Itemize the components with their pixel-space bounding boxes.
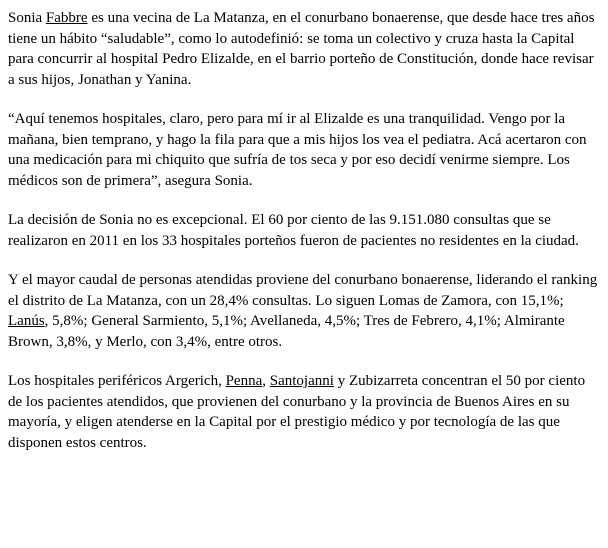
paragraph [8,371,598,453]
text-run: Los hospitales periféricos Argerich, [8,373,226,389]
paragraph [8,109,598,191]
underlined-term: Penna [225,373,263,389]
text-run: , [262,373,270,389]
underlined-term: Fabbre [45,10,88,26]
text-run: , 5,8%; General Sarmiento, 5,1%; Avellaneda, 4,5%; Tres de Febrero, 4,1%; Almirante Brown, 3,8%, y Merlo, con 3,4%, entre otros. [8,313,565,350]
text-run: “Aquí tenemos hospitales, claro, pero para mí ir al Elizalde es una tranquilidad. Vengo por la mañana, bien temprano, y hago la fila para que a mis hijos los vea el pediatra. Acá acertaron con una medicación para mi chiquito que sufría de tos seca y por eso decidí venirme siempre. Los médicos son de primera”, asegura Sonia. [8,111,587,189]
paragraph [8,8,598,90]
paragraph [8,270,598,352]
text-run: es una vecina de La Matanza, en el conurbano bonaerense, que desde hace tres años tiene un hábito “saludable”, como lo autodefinió: se toma un colectivo y cruza hasta la Capital para concurrir al hospital Pedro Elizalde, en el barrio porteño de Constitución, donde hace revisar a sus hijos, Jonathan y Yanina. [8,10,595,88]
paragraph [8,210,598,251]
underlined-term: Santojanni [269,373,334,389]
text-run: Y el mayor caudal de personas atendidas proviene del conurbano bonaerense, liderando el ranking el distrito de La Matanza, con un 28,4% consultas. Lo siguen Lomas de Zamora, con 15,1%; [8,272,598,309]
text-run: Sonia [8,10,46,26]
underlined-term: Lanús [8,313,45,329]
text-run: y Zubizarreta concentran el 50 por ciento de los pacientes atendidos, que provienen del conurbano y la provincia de Buenos Aires en su mayoría, y eligen atenderse en la Capital por el prestigio médico y por tecnología de las que disponen estos centros. [8,373,586,451]
text-run: La decisión de Sonia no es excepcional. El 60 por ciento de las 9.151.080 consultas que se realizaron en 2011 en los 33 hospitales porteños fueron de pacientes no residentes en la ciudad. [8,212,579,249]
